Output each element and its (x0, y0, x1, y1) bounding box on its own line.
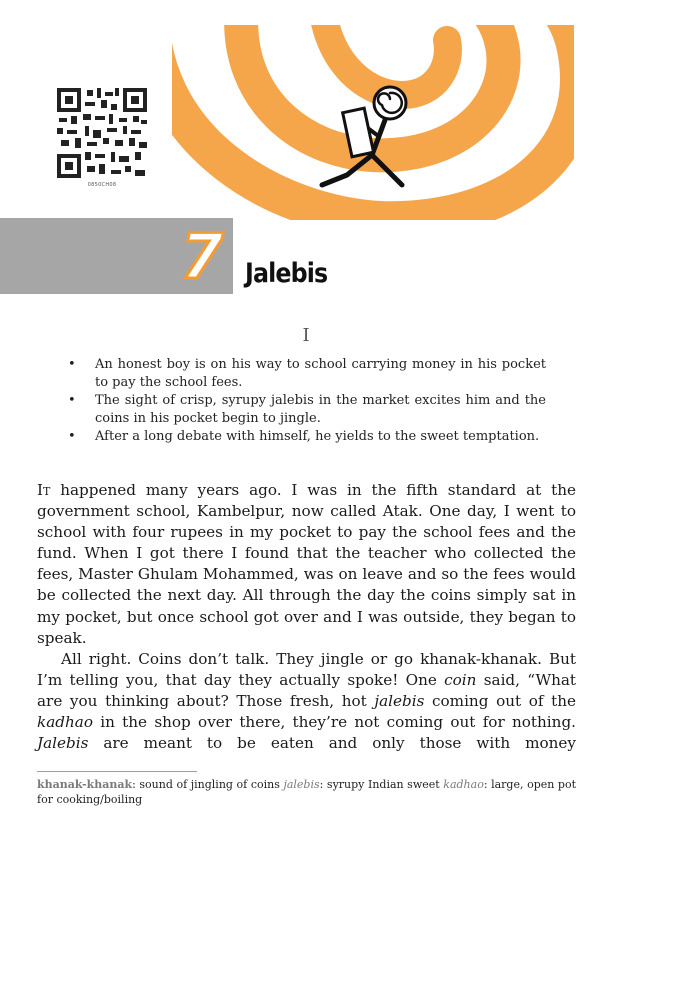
paragraph-text: coming out of the (424, 691, 576, 710)
bullet-icon: • (68, 393, 76, 408)
paragraph-2 (37, 649, 576, 754)
footnote-term: kadhao (443, 778, 484, 791)
paragraph-text: said, “What are you thinking about? Those fresh, hot (37, 670, 577, 710)
summary-item (68, 392, 546, 428)
paragraph-text: in the shop over there, they’re not coming out for nothing. (92, 713, 576, 732)
paragraph-text: happened many years ago. I was in the fifth standard at the government school, Kambelpur, now called Atak. One day, I went to school with four rupees in my pocket to pay the school fees and the fund. When I got there I found that the teacher who collected the fees, Master Ghulam Mohammed, was on leave and so the fees would be collected the next day. All through the day the coins simply sat in my pocket, but once school got over and I was outside, they began to speak. (37, 481, 576, 647)
chapter-title: Jalebis (245, 258, 328, 289)
italic-word: kadhao (37, 713, 93, 732)
footnote-definition: : large, open pot for cooking/boiling (37, 778, 576, 806)
summary-text: After a long debate with himself, he yields to the sweet temptation. (95, 429, 540, 444)
footnote-definition: : syrupy Indian sweet (319, 778, 444, 791)
bullet-icon: • (68, 357, 76, 372)
bullet-icon: • (68, 429, 76, 444)
italic-word: jalebis (374, 691, 425, 710)
summary-text: The sight of crisp, syrupy jalebis in the market excites him and the coins in his pocket begin to jingle. (95, 393, 546, 426)
paragraph-text: All right. Coins don’t talk. They jingle or go khanak-khanak. But I’m telling you, that day they actually spoke! One (37, 649, 576, 689)
footnote-term: khanak-khanak (37, 778, 133, 791)
summary-text: An honest boy is on his way to school carrying money in his pocket to pay the school fees. (95, 357, 546, 390)
story-text (37, 480, 576, 754)
chapter-summary (68, 356, 546, 446)
italic-word: Jalebis (37, 734, 89, 753)
paragraph-lead: It (37, 481, 51, 499)
footnote-term: jalebis (283, 778, 320, 791)
chapter-illustration (172, 25, 574, 220)
section-number: I (302, 325, 310, 346)
italic-word: coin (444, 670, 477, 689)
chapter-number: 7 (180, 220, 224, 293)
footnote-rule (37, 771, 197, 772)
qr-code-id: 0850CH08 (87, 182, 117, 188)
paragraph-text: are meant to be eaten and only those with money (88, 734, 576, 753)
qr-code (55, 86, 149, 180)
summary-item (68, 428, 546, 446)
footnote-definition: : sound of jingling of coins (132, 778, 284, 791)
footnote (37, 777, 576, 807)
summary-item (68, 356, 546, 392)
paragraph-1 (37, 480, 576, 649)
